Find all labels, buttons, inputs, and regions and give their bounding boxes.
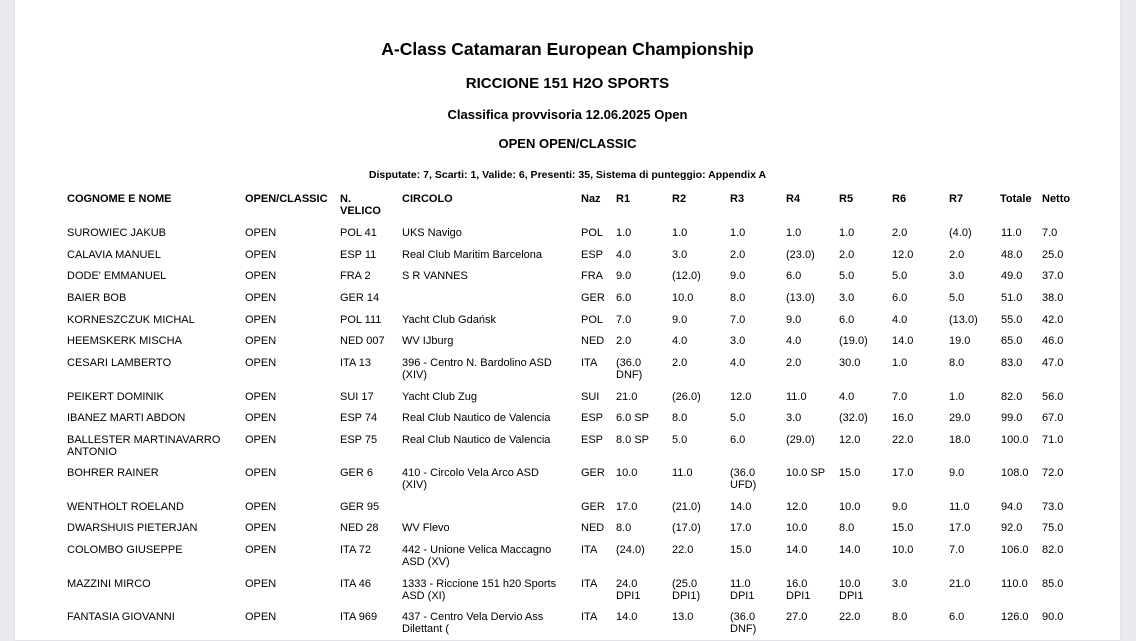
- cell-nation: FRA: [581, 270, 603, 282]
- cell-r1: 4.0: [616, 249, 632, 261]
- cell-sail-number: ITA 13: [340, 357, 371, 369]
- cell-r6: 14.0: [892, 335, 914, 347]
- cell-r5: 10.0 DPI1: [839, 578, 864, 602]
- cell-total: 92.0: [1001, 522, 1023, 534]
- cell-r2: 10.0: [672, 292, 694, 304]
- cell-r4: 10.0: [786, 522, 808, 534]
- cell-r3: 17.0: [730, 522, 752, 534]
- cell-nation: ITA: [581, 611, 598, 623]
- cell-r3: 15.0: [730, 544, 752, 556]
- cell-category: OPEN: [245, 357, 277, 369]
- cell-sail-number: FRA 2: [340, 270, 371, 282]
- cell-r1: 17.0: [616, 501, 638, 513]
- cell-r1: 2.0: [616, 335, 632, 347]
- header-net: Netto: [1042, 193, 1071, 205]
- cell-r6: 15.0: [892, 522, 914, 534]
- cell-name: HEEMSKERK MISCHA: [67, 335, 182, 347]
- cell-category: OPEN: [245, 434, 277, 446]
- cell-r3: 1.0: [730, 227, 746, 239]
- cell-club: Real Club Nautico de Valencia: [402, 434, 551, 446]
- cell-total: 100.0: [1001, 434, 1029, 446]
- cell-r5: 8.0: [839, 522, 855, 534]
- cell-r4: 27.0: [786, 611, 808, 623]
- cell-r4: 11.0: [786, 391, 807, 403]
- cell-r3: 8.0: [730, 292, 746, 304]
- cell-r5: 4.0: [839, 391, 855, 403]
- cell-club: S R VANNES: [402, 270, 468, 282]
- cell-category: OPEN: [245, 292, 277, 304]
- cell-total: 126.0: [1001, 611, 1029, 623]
- cell-r7: 1.0: [949, 391, 965, 403]
- cell-r4: (23.0): [786, 249, 815, 261]
- cell-total: 51.0: [1001, 292, 1023, 304]
- cell-net: 46.0: [1042, 335, 1064, 347]
- cell-sail-number: ITA 72: [340, 544, 371, 556]
- cell-r2: (12.0): [672, 270, 701, 282]
- cell-club: Yacht Club Gdańsk: [402, 314, 496, 326]
- cell-r7: (13.0): [949, 314, 978, 326]
- cell-r4: 16.0 DPI1: [786, 578, 811, 602]
- cell-net: 42.0: [1042, 314, 1064, 326]
- cell-r7: 9.0: [949, 467, 965, 479]
- cell-name: KORNESZCZUK MICHAL: [67, 314, 195, 326]
- classification-heading: Classifica provvisoria 12.06.2025 Open: [447, 107, 688, 122]
- cell-nation: ITA: [581, 578, 598, 590]
- cell-net: 75.0: [1042, 522, 1064, 534]
- header-r6: R6: [892, 193, 907, 205]
- cell-nation: ITA: [581, 357, 598, 369]
- cell-r7: 17.0: [949, 522, 971, 534]
- cell-r6: 3.0: [892, 578, 908, 590]
- cell-r5: 6.0: [839, 314, 855, 326]
- cell-category: OPEN: [245, 578, 277, 590]
- cell-net: 71.0: [1042, 434, 1064, 446]
- cell-r2: (25.0 DPI1): [672, 578, 701, 602]
- cell-r3: (36.0 DNF): [730, 611, 757, 635]
- cell-name: BALLESTER MARTINAVARRO ANTONIO: [67, 434, 221, 458]
- cell-r5: (19.0): [839, 335, 868, 347]
- cell-r3: 12.0: [730, 391, 752, 403]
- cell-sail-number: ESP 11: [340, 249, 377, 261]
- cell-club: 396 - Centro N. Bardolino ASD (XIV): [402, 357, 552, 381]
- cell-r4: (29.0): [786, 434, 815, 446]
- cell-net: 85.0: [1042, 578, 1064, 590]
- cell-name: CALAVIA MANUEL: [67, 249, 161, 261]
- cell-net: 38.0: [1042, 292, 1064, 304]
- cell-sail-number: ITA 46: [340, 578, 371, 590]
- header-name: COGNOME E NOME: [67, 193, 172, 205]
- cell-nation: ESP: [581, 412, 604, 424]
- cell-r5: 14.0: [839, 544, 861, 556]
- cell-name: BAIER BOB: [67, 292, 127, 304]
- cell-r7: 7.0: [949, 544, 965, 556]
- cell-r3: (36.0 UFD): [730, 467, 757, 491]
- cell-sail-number: ESP 74: [340, 412, 378, 424]
- cell-r3: 9.0: [730, 270, 746, 282]
- cell-net: 47.0: [1042, 357, 1064, 369]
- cell-r1: 21.0: [616, 391, 638, 403]
- cell-r2: 22.0: [672, 544, 694, 556]
- cell-r6: 5.0: [892, 270, 908, 282]
- cell-total: 11.0: [1001, 227, 1022, 239]
- cell-r4: 14.0: [786, 544, 808, 556]
- cell-net: 25.0: [1042, 249, 1064, 261]
- cell-r2: 1.0: [672, 227, 688, 239]
- cell-name: MAZZINI MIRCO: [67, 578, 151, 590]
- cell-net: 7.0: [1042, 227, 1058, 239]
- cell-r3: 4.0: [730, 357, 746, 369]
- cell-r1: 1.0: [616, 227, 632, 239]
- table-row: [15, 434, 1120, 464]
- cell-r3: 3.0: [730, 335, 746, 347]
- cell-nation: ESP: [581, 249, 604, 261]
- cell-category: OPEN: [245, 522, 277, 534]
- cell-r2: 4.0: [672, 335, 688, 347]
- cell-r1: 24.0 DPI1: [616, 578, 641, 602]
- table-row: [15, 611, 1120, 641]
- header-r3: R3: [730, 193, 745, 205]
- cell-r3: 7.0: [730, 314, 746, 326]
- cell-net: 72.0: [1042, 467, 1064, 479]
- cell-r1: 10.0: [616, 467, 638, 479]
- cell-category: OPEN: [245, 335, 277, 347]
- cell-r7: 11.0: [949, 501, 970, 513]
- cell-r4: (13.0): [786, 292, 815, 304]
- cell-r3: 6.0: [730, 434, 746, 446]
- cell-r4: 3.0: [786, 412, 802, 424]
- cell-club: 437 - Centro Vela Dervio Ass Dilettant (: [402, 611, 544, 635]
- cell-r2: (26.0): [672, 391, 701, 403]
- cell-category: OPEN: [245, 249, 277, 261]
- cell-name: IBANEZ MARTI ABDON: [67, 412, 186, 424]
- cell-sail-number: ITA 969: [340, 611, 378, 623]
- cell-name: PEIKERT DOMINIK: [67, 391, 164, 403]
- cell-nation: NED: [581, 522, 605, 534]
- cell-r3: 11.0 DPI1: [730, 578, 755, 602]
- cell-nation: GER: [581, 467, 605, 479]
- cell-category: OPEN: [245, 467, 277, 479]
- table-row: [15, 357, 1120, 387]
- cell-r7: 18.0: [949, 434, 971, 446]
- cell-r1: (24.0): [616, 544, 645, 556]
- cell-r6: 16.0: [892, 412, 914, 424]
- cell-total: 106.0: [1001, 544, 1029, 556]
- cell-r2: 8.0: [672, 412, 688, 424]
- cell-r1: 7.0: [616, 314, 632, 326]
- cell-sail-number: ESP 75: [340, 434, 378, 446]
- cell-r6: 2.0: [892, 227, 908, 239]
- table-row: [15, 578, 1120, 608]
- cell-category: OPEN: [245, 391, 277, 403]
- cell-r6: 7.0: [892, 391, 908, 403]
- cell-name: DODE' EMMANUEL: [67, 270, 167, 282]
- cell-r5: 5.0: [839, 270, 855, 282]
- document-title: A-Class Catamaran European Championship: [381, 39, 754, 59]
- cell-r5: 10.0: [839, 501, 861, 513]
- cell-total: 83.0: [1001, 357, 1023, 369]
- cell-nation: GER: [581, 292, 605, 304]
- cell-club: Real Club Maritim Barcelona: [402, 249, 542, 261]
- header-r2: R2: [672, 193, 687, 205]
- cell-total: 94.0: [1001, 501, 1023, 513]
- cell-r5: 2.0: [839, 249, 855, 261]
- cell-r4: 1.0: [786, 227, 802, 239]
- cell-sail-number: POL 111: [340, 314, 382, 326]
- event-subtitle: RICCIONE 151 H2O SPORTS: [465, 75, 670, 92]
- cell-name: BOHRER RAINER: [67, 467, 159, 479]
- cell-total: 108.0: [1001, 467, 1029, 479]
- cell-category: OPEN: [245, 270, 277, 282]
- cell-r7: 5.0: [949, 292, 965, 304]
- cell-category: OPEN: [245, 227, 277, 239]
- cell-club: 442 - Unione Velica Maccagno ASD (XV): [402, 544, 552, 568]
- cell-r1: 9.0: [616, 270, 632, 282]
- cell-category: OPEN: [245, 501, 277, 513]
- cell-r4: 10.0 SP: [786, 467, 826, 479]
- scoring-summary: Disputate: 7, Scarti: 1, Valide: 6, Presenti: 35, Sistema di punteggio: Appendix A: [368, 169, 767, 181]
- cell-club: 410 - Circolo Vela Arco ASD (XIV): [402, 467, 539, 491]
- cell-nation: POL: [581, 314, 604, 326]
- cell-total: 48.0: [1001, 249, 1023, 261]
- cell-r4: 6.0: [786, 270, 802, 282]
- cell-r5: 15.0: [839, 467, 861, 479]
- cell-r6: 9.0: [892, 501, 908, 513]
- cell-club: WV Flevo: [402, 522, 450, 534]
- cell-r1: 6.0: [616, 292, 632, 304]
- cell-r5: 22.0: [839, 611, 861, 623]
- cell-r6: 4.0: [892, 314, 908, 326]
- cell-r4: 9.0: [786, 314, 802, 326]
- cell-total: 65.0: [1001, 335, 1023, 347]
- cell-r6: 1.0: [892, 357, 908, 369]
- cell-net: 37.0: [1042, 270, 1064, 282]
- cell-sail-number: NED 007: [340, 335, 385, 347]
- cell-club: Yacht Club Zug: [402, 391, 478, 403]
- header-category: OPEN/CLASSIC: [245, 193, 328, 205]
- cell-nation: SUI: [581, 391, 600, 403]
- cell-r7: 8.0: [949, 357, 965, 369]
- cell-total: 82.0: [1001, 391, 1023, 403]
- cell-r2: (21.0): [672, 501, 701, 513]
- cell-r6: 10.0: [892, 544, 914, 556]
- cell-club: UKS Navigo: [402, 227, 462, 239]
- table-row: [15, 544, 1120, 574]
- cell-nation: GER: [581, 501, 605, 513]
- header-r7: R7: [949, 193, 964, 205]
- cell-r6: 17.0: [892, 467, 914, 479]
- header-r1: R1: [616, 193, 631, 205]
- cell-net: 56.0: [1042, 391, 1064, 403]
- division-heading: OPEN OPEN/CLASSIC: [498, 136, 637, 151]
- cell-name: SUROWIEC JAKUB: [67, 227, 167, 239]
- cell-r1: 14.0: [616, 611, 638, 623]
- cell-sail-number: POL 41: [340, 227, 377, 239]
- cell-name: FANTASIA GIOVANNI: [67, 611, 175, 623]
- cell-r7: 3.0: [949, 270, 965, 282]
- cell-nation: ESP: [581, 434, 604, 446]
- cell-name: COLOMBO GIUSEPPE: [67, 544, 183, 556]
- cell-sail-number: SUI 17: [340, 391, 374, 403]
- cell-category: OPEN: [245, 611, 277, 623]
- cell-category: OPEN: [245, 544, 277, 556]
- cell-r7: 29.0: [949, 412, 971, 424]
- header-nation: Naz: [581, 193, 601, 205]
- cell-sail-number: GER 95: [340, 501, 380, 513]
- cell-r2: 13.0: [672, 611, 694, 623]
- header-total: Totale: [1000, 193, 1032, 205]
- results-document: [15, 0, 1120, 640]
- cell-name: WENTHOLT ROELAND: [67, 501, 184, 513]
- cell-category: OPEN: [245, 412, 277, 424]
- cell-r6: 22.0: [892, 434, 914, 446]
- cell-sail-number: NED 28: [340, 522, 379, 534]
- cell-r3: 5.0: [730, 412, 746, 424]
- cell-r7: (4.0): [949, 227, 972, 239]
- cell-r5: 3.0: [839, 292, 855, 304]
- cell-r4: 2.0: [786, 357, 802, 369]
- cell-total: 55.0: [1001, 314, 1023, 326]
- cell-r4: 12.0: [786, 501, 808, 513]
- cell-r6: 6.0: [892, 292, 908, 304]
- cell-r3: 2.0: [730, 249, 746, 261]
- cell-total: 49.0: [1001, 270, 1023, 282]
- cell-nation: ITA: [581, 544, 598, 556]
- cell-sail-number: GER 6: [340, 467, 374, 479]
- cell-r1: 8.0 SP: [616, 434, 650, 446]
- cell-r2: 5.0: [672, 434, 688, 446]
- header-r4: R4: [786, 193, 801, 205]
- cell-name: DWARSHUIS PIETERJAN: [67, 522, 198, 534]
- cell-net: 90.0: [1042, 611, 1064, 623]
- cell-net: 73.0: [1042, 501, 1064, 513]
- cell-club: 1333 - Riccione 151 h20 Sports ASD (XI): [402, 578, 557, 602]
- cell-r5: 1.0: [839, 227, 855, 239]
- cell-sail-number: GER 14: [340, 292, 380, 304]
- cell-nation: POL: [581, 227, 604, 239]
- header-club: CIRCOLO: [402, 193, 453, 205]
- cell-r4: 4.0: [786, 335, 802, 347]
- cell-r1: 6.0 SP: [616, 412, 650, 424]
- cell-total: 99.0: [1001, 412, 1023, 424]
- cell-r7: 21.0: [949, 578, 971, 590]
- cell-r2: 9.0: [672, 314, 688, 326]
- cell-r7: 2.0: [949, 249, 965, 261]
- cell-r1: 8.0: [616, 522, 632, 534]
- cell-r2: 11.0: [672, 467, 693, 479]
- cell-category: OPEN: [245, 314, 277, 326]
- cell-total: 110.0: [1001, 578, 1028, 590]
- cell-nation: NED: [581, 335, 605, 347]
- cell-r6: 8.0: [892, 611, 908, 623]
- cell-name: CESARI LAMBERTO: [67, 357, 172, 369]
- cell-r5: 30.0: [839, 357, 861, 369]
- cell-r1: (36.0 DNF): [616, 357, 643, 381]
- cell-net: 67.0: [1042, 412, 1064, 424]
- cell-r2: (17.0): [672, 522, 701, 534]
- cell-r7: 6.0: [949, 611, 965, 623]
- cell-club: WV IJburg: [402, 335, 454, 347]
- cell-r2: 2.0: [672, 357, 688, 369]
- header-r5: R5: [839, 193, 854, 205]
- table-row: [15, 467, 1120, 497]
- cell-r5: 12.0: [839, 434, 861, 446]
- cell-r6: 12.0: [892, 249, 914, 261]
- cell-net: 82.0: [1042, 544, 1064, 556]
- cell-r5: (32.0): [839, 412, 868, 424]
- cell-r7: 19.0: [949, 335, 971, 347]
- cell-club: Real Club Nautico de Valencia: [402, 412, 551, 424]
- cell-r3: 14.0: [730, 501, 752, 513]
- cell-r2: 3.0: [672, 249, 688, 261]
- header-sail-number: N. VELICO: [340, 193, 381, 217]
